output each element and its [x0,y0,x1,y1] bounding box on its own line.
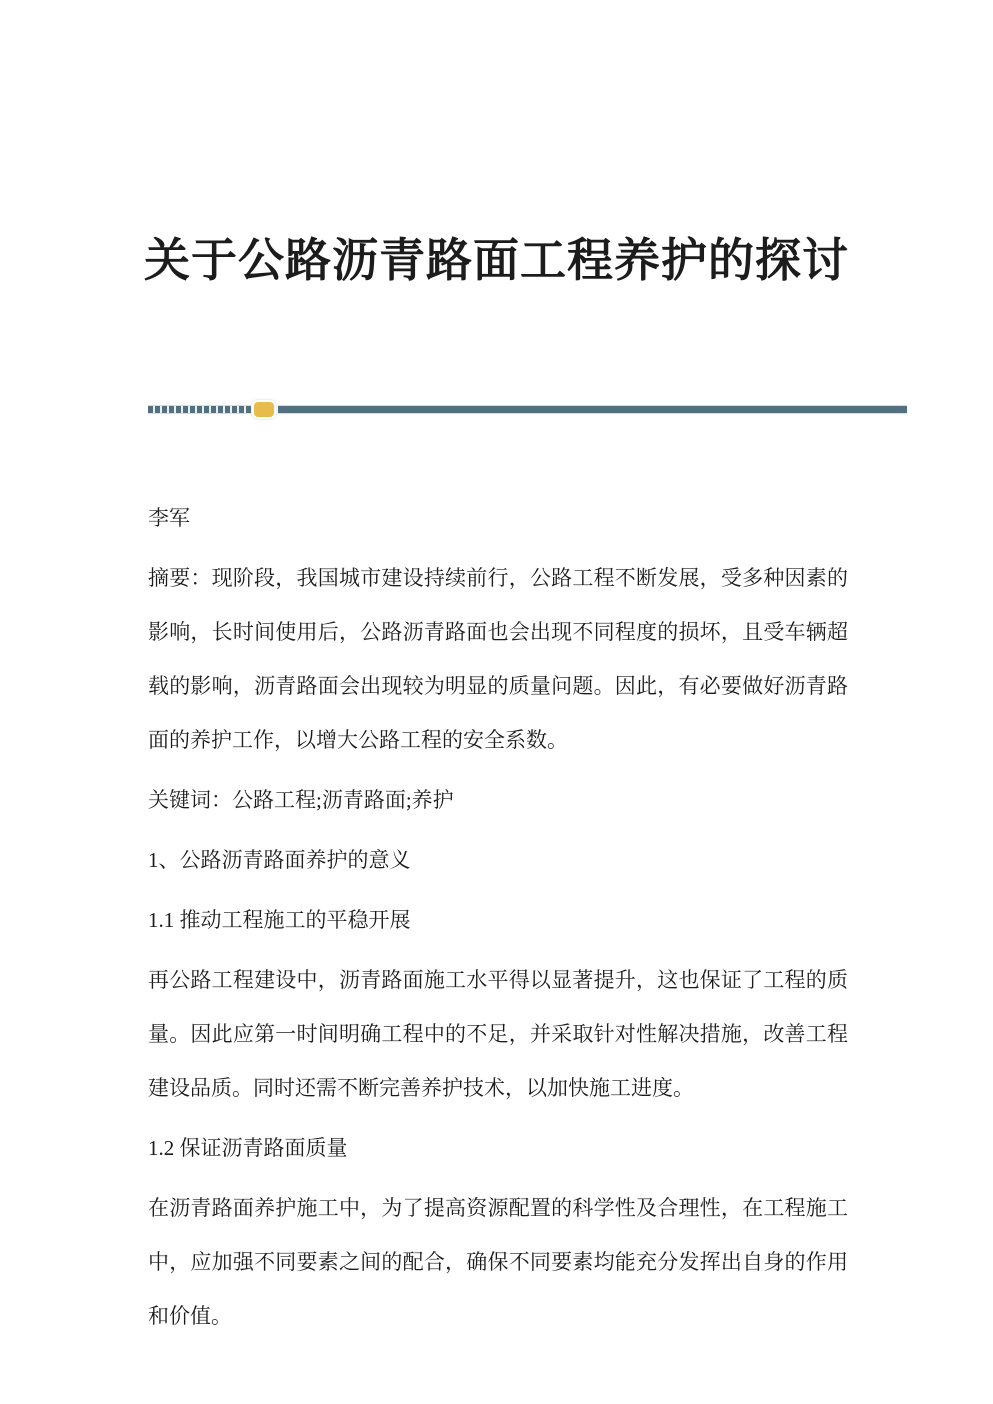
section-1-2-paragraph: 在沥青路面养护施工中，为了提高资源配置的科学性及合理性，在工程施工中，应加强不同要素之间的配合，确保不同要素均能充分发挥出自身的作用和价值。 [148,1196,848,1328]
section-1-1-heading: 1.1 推动工程施工的平稳开展 [148,908,411,932]
section-1-1-paragraph: 再公路工程建设中，沥青路面施工水平得以显著提升，这也保证了工程的质量。因此应第一时间明确工程中的不足，并采取针对性解决措施，改善工程建设品质。同时还需不断完善养护技术，以加快施工进度。 [148,968,848,1100]
author-line: 李军 [148,506,190,530]
abstract-paragraph: 摘要：现阶段，我国城市建设持续前行，公路工程不断发展，受多种因素的影响，长时间使用后，公路沥青路面也会出现不同程度的损坏，且受车辆超载的影响，沥青路面会出现较为明显的质量问题。因此，有必要做好沥青路面的养护工作，以增大公路工程的安全系数。 [148,566,848,752]
title-divider [148,400,907,419]
divider-gold-dot [252,400,276,419]
divider-dashed-segment [148,406,251,413]
document-body [148,491,848,1343]
keywords-line: 关键词：公路工程;沥青路面;养护 [148,788,454,812]
divider-solid-line [278,406,907,413]
section-1-heading: 1、公路沥青路面养护的意义 [148,848,411,872]
section-1-2-heading: 1.2 保证沥青路面质量 [148,1136,348,1160]
document-title: 关于公路沥青路面工程养护的探讨 [144,235,849,286]
